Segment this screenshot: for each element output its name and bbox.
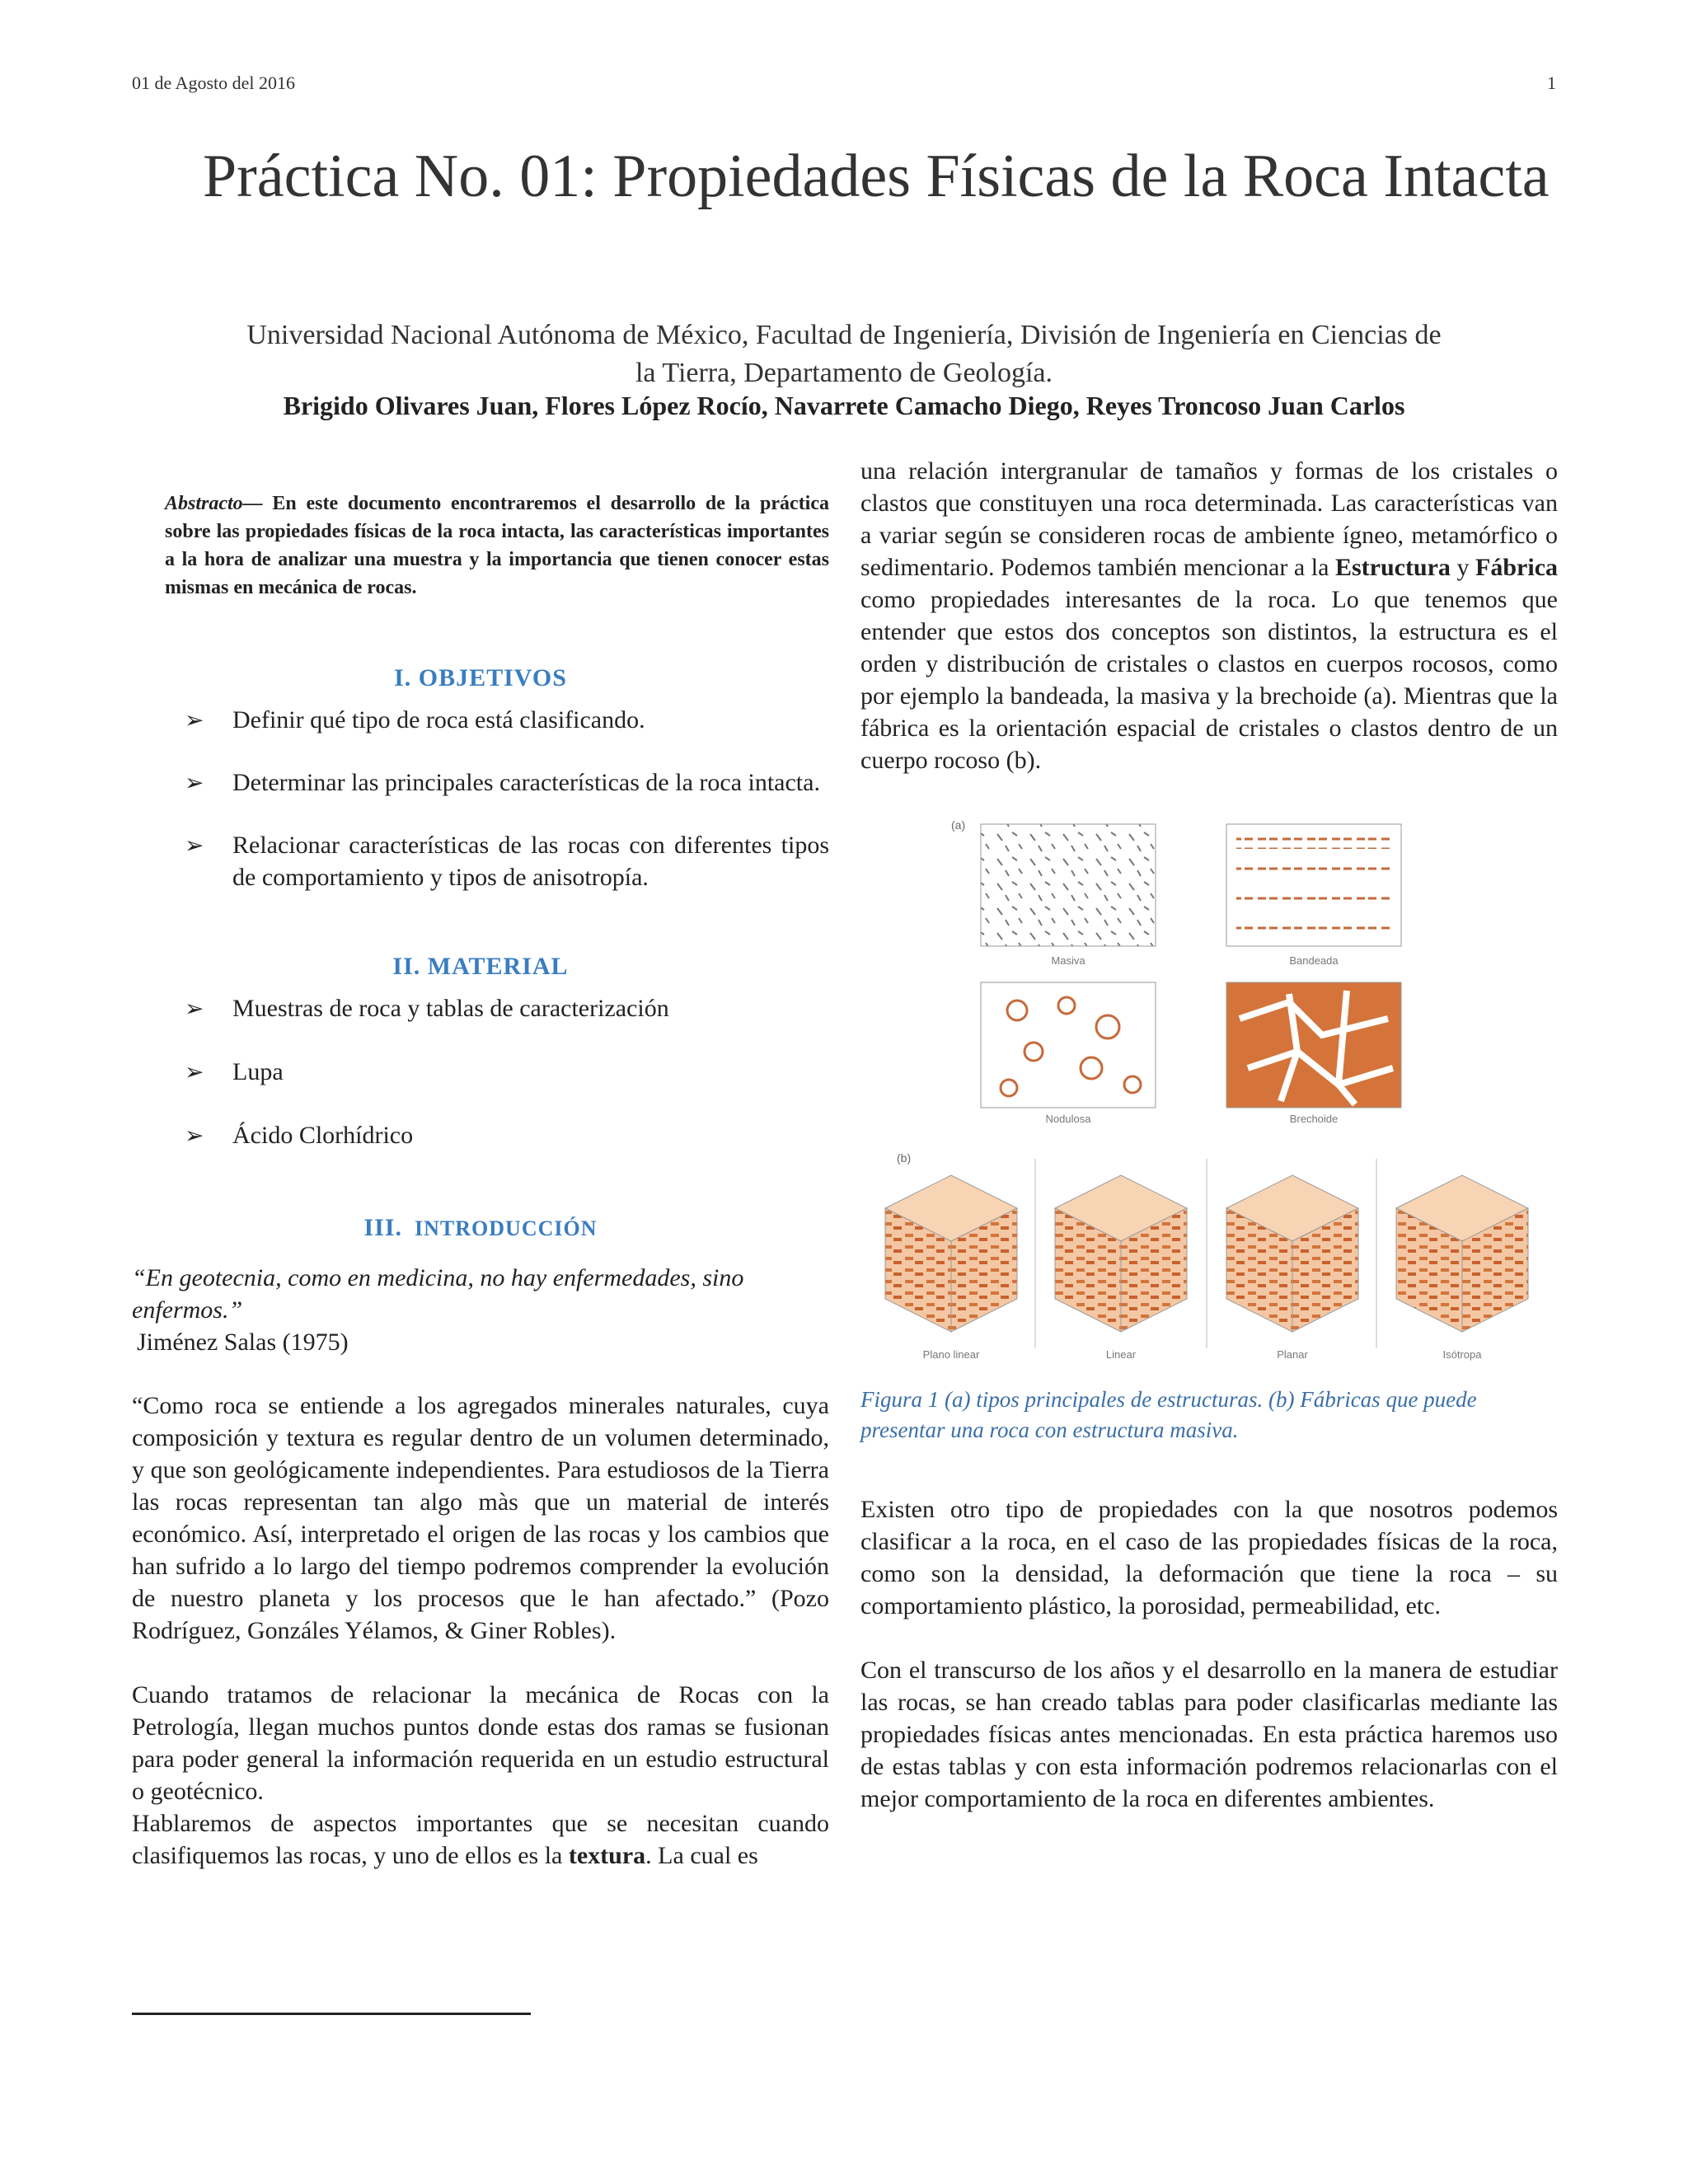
arrow-bullet-icon: ➢ bbox=[185, 832, 204, 859]
right-paragraph-1: una relación intergranular de tamaños y formas de los cristales o clastos que constituyen una roca determinada. Las características van a variar según se consideren rocas de ambiente ígneo, metamórfico o sedimentario. Podemos también mencionar a la Estructura y Fábrica como propiedades interesantes de la roca. Lo que tenemos que entender que estos dos conceptos son distintos, la estructura es el orden y distribución de cristales o clastos en cuerpos rocosos, como por ejemplo la bandeada, la masiva y la brechoide (a). Mientras que la fábrica es la orientación espacial de cristales o clastos dentro de un cuerpo rocoso (b). bbox=[860, 457, 1559, 774]
footnote-separator bbox=[132, 2013, 531, 2015]
list-item: ➢ Definir qué tipo de roca está clasificando. bbox=[132, 704, 829, 736]
intro-paragraph-1: “Como roca se entiende a los agregados minerales naturales, cuya composición y textura es regular dentro de un volumen determinado, y que son geológicamente independientes. Para estudiosos de la Tierra las rocas representan tan algo màs que un material de interés económico. Así, interpretado el origen de las rocas y los cambios que han sufrido a lo largo del tiempo podremos comprender la evolución de nuestro planeta y los procesos que le han afectado.” (Pozo Rodríguez, Gonzáles Yélamos, & Giner Robles). bbox=[132, 1392, 829, 1644]
panel-brechoide bbox=[1226, 982, 1401, 1108]
material-list bbox=[132, 992, 829, 1151]
label-linear: Linear bbox=[1105, 1348, 1137, 1361]
arrow-bullet-icon: ➢ bbox=[185, 995, 204, 1022]
list-item: ➢ Relacionar características de las rocas con diferentes tipos de comportamiento y tipos de anisotropía. bbox=[132, 829, 829, 893]
section-heading-objetivos: I. OBJETIVOS bbox=[394, 664, 567, 691]
right-paragraph-3: Con el transcurso de los años y el desarrollo en la manera de estudiar las rocas, se han creado tablas para poder clasificarlas mediante las propiedades físicas antes mencionadas. En esta práctica haremos uso de estas tablas y con esta información podremos relacionarlas con el mejor comportamiento de la roca en diferentes ambientes. bbox=[860, 1657, 1558, 1812]
section-heading-material: II. MATERIAL bbox=[392, 953, 569, 980]
cube-plano-linear bbox=[885, 1175, 1017, 1332]
list-item: ➢ Determinar las principales características de la roca intacta. bbox=[132, 766, 829, 799]
left-column bbox=[132, 490, 829, 1872]
label-masiva: Masiva bbox=[1051, 954, 1085, 967]
abstract-label: Abstracto— bbox=[165, 493, 263, 514]
abstract-text: En este documento encontraremos el desarrollo de la práctica sobre las propiedades físicas de la roca intacta, las características importantes a la hora de analizar una muestra y la importancia que tienen conocer estas mismas en mecánica de rocas. bbox=[165, 493, 829, 598]
abstract bbox=[132, 490, 829, 602]
arrow-bullet-icon: ➢ bbox=[185, 1058, 204, 1085]
right-column bbox=[860, 455, 1558, 1815]
epigraph-author: Jiménez Salas (1975) bbox=[137, 1329, 349, 1356]
figure-1-caption: Figura 1 (a) tipos principales de estructuras. (b) Fábricas que puede presentar una roca con estructura masiva. bbox=[860, 1387, 1477, 1442]
paper-title: Práctica No. 01: Propiedades Físicas de la Roca Intacta bbox=[203, 143, 1550, 210]
cube-linear bbox=[1055, 1175, 1187, 1332]
arrow-bullet-icon: ➢ bbox=[185, 769, 204, 796]
figure-1 bbox=[860, 804, 1558, 1376]
arrow-bullet-icon: ➢ bbox=[185, 706, 204, 733]
label-plano-linear: Plano linear bbox=[922, 1348, 980, 1361]
cube-planar bbox=[1226, 1175, 1358, 1332]
label-isotropa: Isótropa bbox=[1442, 1348, 1482, 1361]
affiliation bbox=[165, 316, 1523, 392]
objetivos-list bbox=[132, 704, 829, 893]
affiliation-line-2: la Tierra, Departamento de Geología. bbox=[635, 358, 1053, 388]
label-planar: Planar bbox=[1277, 1348, 1308, 1361]
page-number: 1 bbox=[1547, 73, 1556, 93]
authors: Brigido Olivares Juan, Flores López Rocío, Navarrete Camacho Diego, Reyes Troncoso Juan Carlos bbox=[283, 391, 1405, 420]
panel-nodulosa bbox=[981, 982, 1156, 1108]
intro-paragraph-2: Cuando tratamos de relacionar la mecánica de Rocas con la Petrología, llegan muchos puntos donde estas dos ramas se fusionan para poder general la información requerida en un estudio estructural o geotécnico. bbox=[132, 1681, 829, 1805]
intro-paragraph-3: Hablaremos de aspectos importantes que se necesitan cuando clasifiquemos las rocas, y uno de ellos es la textura. La cual es bbox=[132, 1810, 829, 1869]
list-item: ➢ Ácido Clorhídrico bbox=[132, 1119, 829, 1151]
fig-tag-b: (b) bbox=[897, 1151, 912, 1165]
affiliation-line-1: Universidad Nacional Autónoma de México, Facultad de Ingeniería, División de Ingeniería en Ciencias de bbox=[246, 320, 1442, 350]
label-brechoide: Brechoide bbox=[1289, 1113, 1339, 1125]
epigraph-quote: “En geotecnia, como en medicina, no hay enfermedades, sino enfermos.” bbox=[132, 1264, 744, 1324]
figure-1-illustration bbox=[860, 804, 1558, 1376]
cube-isotropa bbox=[1396, 1175, 1528, 1332]
arrow-bullet-icon: ➢ bbox=[185, 1122, 204, 1149]
section-heading-introduccion: III. INTRODUCCIÓN bbox=[363, 1214, 598, 1241]
right-paragraph-2: Existen otro tipo de propiedades con la que nosotros podemos clasificar a la roca, en el caso de las propiedades físicas de la roca, como son la densidad, la deformación que tiene la roca – su comportamiento plástico, la porosidad, permeabilidad, etc. bbox=[860, 1496, 1558, 1619]
header-date: 01 de Agosto del 2016 bbox=[132, 73, 295, 93]
list-item: ➢ Lupa bbox=[132, 1056, 829, 1088]
list-item: ➢ Muestras de roca y tablas de caracterización bbox=[132, 992, 829, 1024]
label-bandeada: Bandeada bbox=[1289, 954, 1339, 967]
panel-masiva bbox=[981, 824, 1156, 946]
fig-tag-a: (a) bbox=[951, 818, 966, 832]
label-nodulosa: Nodulosa bbox=[1045, 1113, 1091, 1125]
